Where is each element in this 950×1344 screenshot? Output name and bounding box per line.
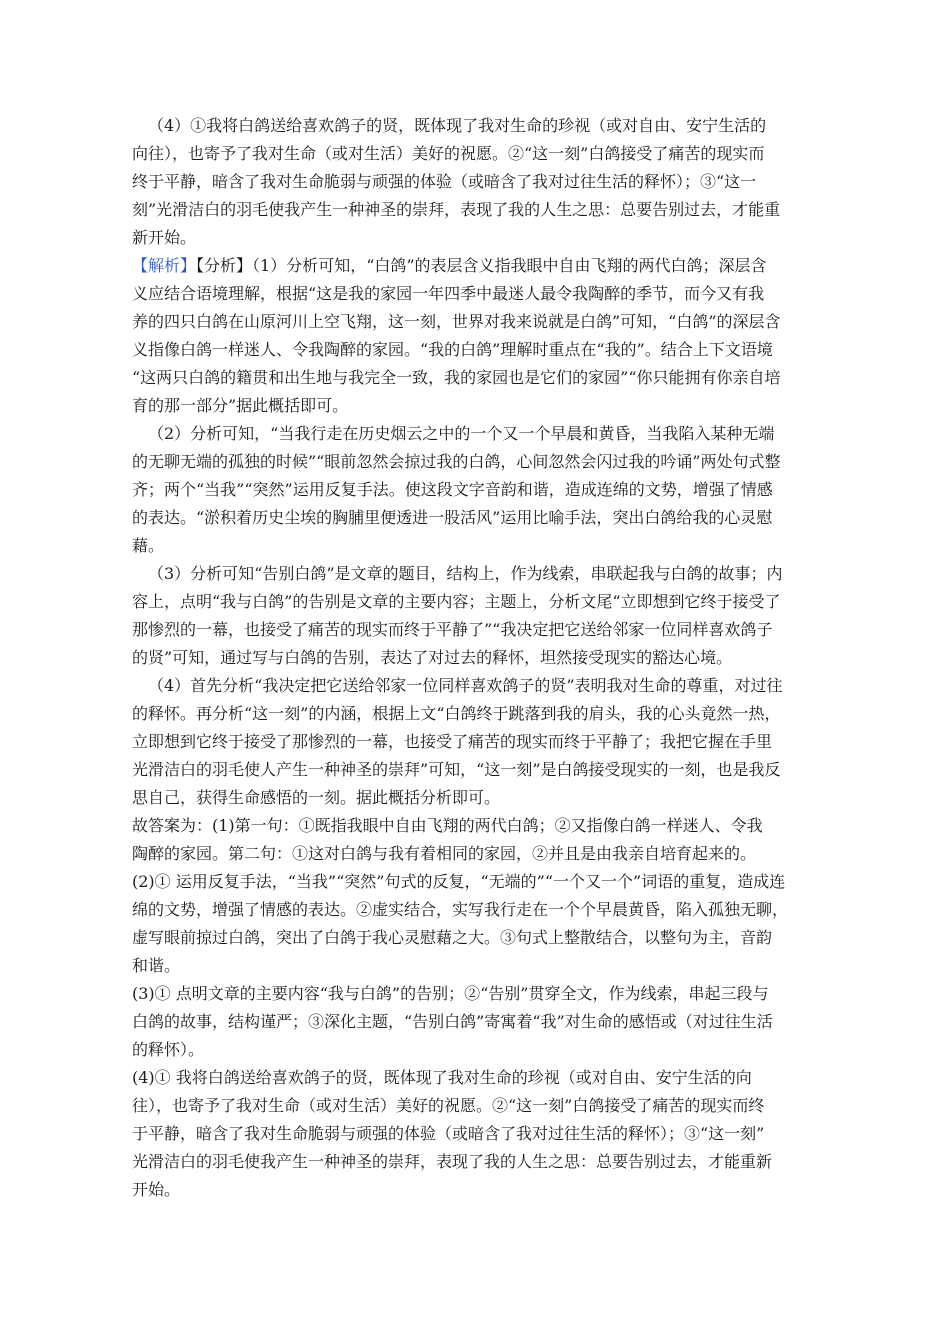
text-line: 新开始。: [132, 228, 197, 247]
text-line: 终于平静，暗含了我对生命脆弱与顽强的体验（或暗含了我对过往生活的释怀）；③“这一: [132, 172, 757, 191]
text-line: （3）分析可知“告别白鸽”是文章的题目，结构上，作为线索，串联起我与白鸽的故事；内: [148, 564, 783, 583]
text-line: 的无聊无端的孤独的时候”“眼前忽然会掠过我的白鸽，心间忽然会闪过我的吟诵”两处句式整: [132, 452, 781, 471]
text-line: 齐；两个“当我”“突然”运用反复手法。使这段文字音韵和谐，造成连绵的文势，增强了情感: [132, 480, 773, 499]
text-line: 刻”光滑洁白的羽毛使我产生一种神圣的崇拜，表现了我的人生之思：总要告别过去，才能重: [132, 200, 781, 219]
text-line: 的释怀。再分析“这一刻”的内涵，根据上文“白鸽终于跳落到我的肩头，我的心头竟然一热，: [132, 704, 781, 723]
analysis-tag: 【解析】: [132, 256, 197, 275]
text-line: 故答案为：(1)第一句：①既指我眼中自由飞翔的两代白鸽；②又指像白鸽一样迷人、令我: [132, 816, 763, 835]
text-line: 于平静，暗含了我对生命脆弱与顽强的体验（或暗含了我对过往生活的释怀）；③“这一刻”: [132, 1124, 765, 1143]
text-line: 绵的文势，增强了情感的表达。②虚实结合，实写我行走在一个个早晨黄昏，陷入孤独无聊，: [132, 900, 789, 919]
analysis-block: [132, 252, 822, 1204]
text-line: 虚写眼前掠过白鸽，突出了白鸽于我心灵慰藉之大。③句式上整散结合，以整句为主，音韵: [132, 928, 773, 947]
text-line: 义指像白鸽一样迷人、令我陶醉的家园。“我的白鸽”理解时重点在“我的”。结合上下文语境: [132, 340, 773, 359]
text-line: 养的四只白鸽在山原河川上空飞翔，这一刻，世界对我来说就是白鸽”可知，“白鸽”的深层含: [132, 312, 781, 331]
text-line: 白鸽的故事，结构谨严；③深化主题，“告别白鸽”寄寓着“我”对生命的感悟或（对过往生活: [132, 1012, 773, 1031]
text-line: 往），也寄予了我对生命（或对生活）美好的祝愿。②“这一刻”白鸽接受了痛苦的现实而终: [132, 1096, 765, 1115]
text-line: （4）首先分析“我决定把它送给邻家一位同样喜欢鸽子的贤”表明我对生命的尊重，对过往: [148, 676, 783, 695]
text-line: 光滑洁白的羽毛使人产生一种神圣的崇拜”可知，“这一刻”是白鸽接受现实的一刻，也是我反: [132, 760, 781, 779]
text-line: (4)① 我将白鸽送给喜欢鸽子的贤，既体现了我对生命的珍视（或对自由、安宁生活的向: [132, 1068, 752, 1087]
text-line: 那惨烈的一幕，也接受了痛苦的现实而终于平静了”“我决定把它送给邻家一位同样喜欢鸽子: [132, 620, 773, 639]
text-line: (3)① 点明文章的主要内容“我与白鸽”的告别；②“告别”贯穿全文，作为线索，串起三段与: [132, 984, 769, 1003]
text-line: 的表达。“淤积着历史尘埃的胸脯里便透进一股活风”运用比喻手法，突出白鸽给我的心灵慰: [132, 508, 773, 527]
text-line: (2)① 运用反复手法，“当我”“突然”句式的反复，“无端的”“一个又一个”词语的重复，造成连: [132, 872, 786, 891]
answer-part4-block: [132, 112, 822, 252]
text-line: 和谐。: [132, 956, 181, 975]
text-line: 藉。: [132, 536, 165, 555]
text-line: 容上，点明“我与白鸽”的告别是文章的主要内容；主题上，分析文尾“立即想到它终于接受了: [132, 592, 781, 611]
text-line: 开始。: [132, 1180, 181, 1199]
text-line: 育的那一部分”据此概括即可。: [132, 396, 349, 415]
text-line: 陶醉的家园。第二句：①这对白鸽与我有着相同的家园，②并且是由我亲自培育起来的。: [132, 844, 757, 863]
text-line: 的贤”可知，通过写与白鸽的告别，表达了对过去的释怀，坦然接受现实的豁达心境。: [132, 648, 733, 667]
text-line: 向往），也寄予了我对生命（或对生活）美好的祝愿。②“这一刻”白鸽接受了痛苦的现实而: [132, 144, 765, 163]
text-line: “这两只白鸽的籍贯和出生地与我完全一致，我的家园也是它们的家园”“你只能拥有你亲自培: [132, 368, 781, 387]
text-line: 思自己，获得生命感悟的一刻。据此概括分析即可。: [132, 788, 501, 807]
analysis-first-line: [132, 252, 822, 280]
text-line: 义应结合语境理解，根据“这是我的家园一年四季中最迷人最令我陶醉的季节，而今又有我: [132, 284, 765, 303]
text-line: 光滑洁白的羽毛使我产生一种神圣的崇拜，表现了我的人生之思：总要告别过去，才能重新: [132, 1152, 773, 1171]
text-line: 的释怀）。: [132, 1040, 205, 1059]
analysis-first-text: 【分析】（1）分析可知，“白鸽”的表层含义指我眼中自由飞翔的两代白鸽；深层含: [196, 256, 767, 275]
text-line: （4）①我将白鸽送给喜欢鸽子的贤，既体现了我对生命的珍视（或对自由、安宁生活的: [148, 116, 767, 135]
text-line: （2）分析可知，“当我行走在历史烟云之中的一个又一个早晨和黄昏，当我陷入某种无端: [148, 424, 775, 443]
text-line: 立即想到它终于接受了那惨烈的一幕，也接受了痛苦的现实而终于平静了；我把它握在手里: [132, 732, 773, 751]
